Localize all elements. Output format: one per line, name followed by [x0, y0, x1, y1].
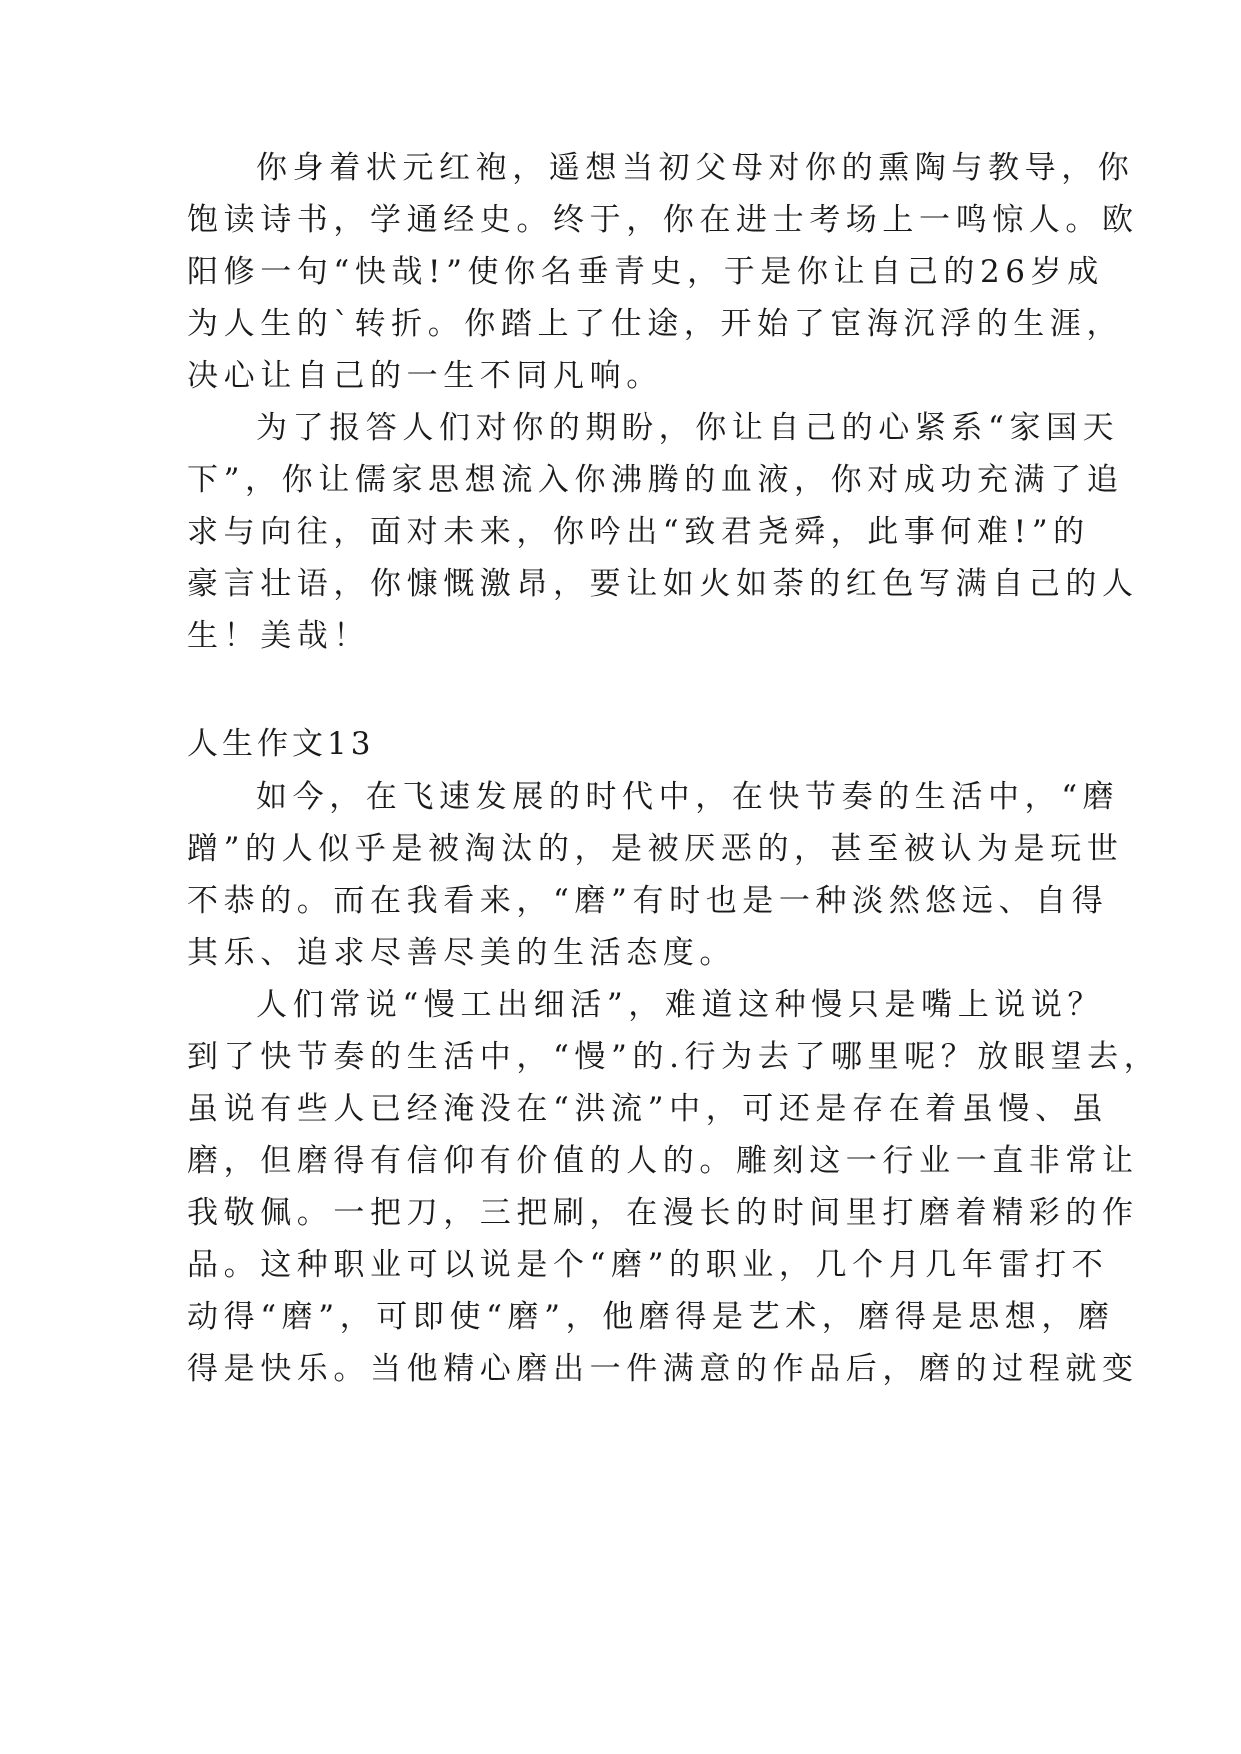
- section-title: 人生作文13: [187, 726, 375, 762]
- section-paragraph-2-line-2: 到了快节奏的生活中，“慢”的.行为去了哪里呢？放眼望去，: [187, 1039, 1161, 1075]
- section-paragraph-2-line-4: 磨，但磨得有信仰有价值的人的。雕刻这一行业一直非常让: [187, 1143, 1139, 1179]
- paragraph-2-line-1: 为了报答人们对你的期盼，你让自己的心紧系“家国天: [256, 410, 1120, 446]
- section-paragraph-2-line-5: 我敬佩。一把刀，三把刷，在漫长的时间里打磨着精彩的作: [187, 1195, 1139, 1231]
- paragraph-1-line-4: 为人生的`转折。你踏上了仕途，开始了宦海沉浮的生涯，: [187, 306, 1124, 342]
- section-paragraph-2-line-7: 动得“磨”，可即使“磨”，他磨得是艺术，磨得是思想，磨: [187, 1299, 1115, 1335]
- section-paragraph-2-line-8: 得是快乐。当他精心磨出一件满意的作品后，磨的过程就变: [187, 1351, 1139, 1387]
- paragraph-2-line-4: 豪言壮语，你慷慨激昂，要让如火如荼的红色写满自己的人: [187, 566, 1139, 602]
- paragraph-1-line-2: 饱读诗书，学通经史。终于，你在进士考场上一鸣惊人。欧: [187, 202, 1139, 238]
- section-paragraph-1-line-4: 其乐、追求尽善尽美的生活态度。: [187, 935, 736, 971]
- paragraph-1-line-5: 决心让自己的一生不同凡响。: [187, 358, 663, 394]
- paragraph-1-line-1: 你身着状元红袍，遥想当初父母对你的熏陶与教导，你: [256, 150, 1135, 186]
- paragraph-1-line-3: 阳修一句“快哉!”使你名垂青史，于是你让自己的26岁成: [187, 254, 1104, 290]
- section-paragraph-2-line-3: 虽说有些人已经淹没在“洪流”中，可还是存在着虽慢、虽: [187, 1091, 1109, 1127]
- section-paragraph-1-line-2: 蹭”的人似乎是被淘汰的，是被厌恶的，甚至被认为是玩世: [187, 831, 1124, 867]
- section-paragraph-1-line-1: 如今，在飞速发展的时代中，在快节奏的生活中，“磨: [256, 779, 1120, 815]
- section-paragraph-1-line-3: 不恭的。而在我看来，“磨”有时也是一种淡然悠远、自得: [187, 883, 1109, 919]
- section-paragraph-2-line-6: 品。这种职业可以说是个“磨”的职业，几个月几年雷打不: [187, 1247, 1109, 1283]
- section-paragraph-2-line-1: 人们常说“慢工出细活”，难道这种慢只是嘴上说说？: [256, 987, 1105, 1023]
- paragraph-2-line-3: 求与向往，面对未来，你吟出“致君尧舜，此事何难!”的: [187, 514, 1090, 550]
- paragraph-2-line-5: 生！美哉！: [187, 618, 370, 654]
- paragraph-2-line-2: 下”，你让儒家思想流入你沸腾的血液，你对成功充满了追: [187, 462, 1124, 498]
